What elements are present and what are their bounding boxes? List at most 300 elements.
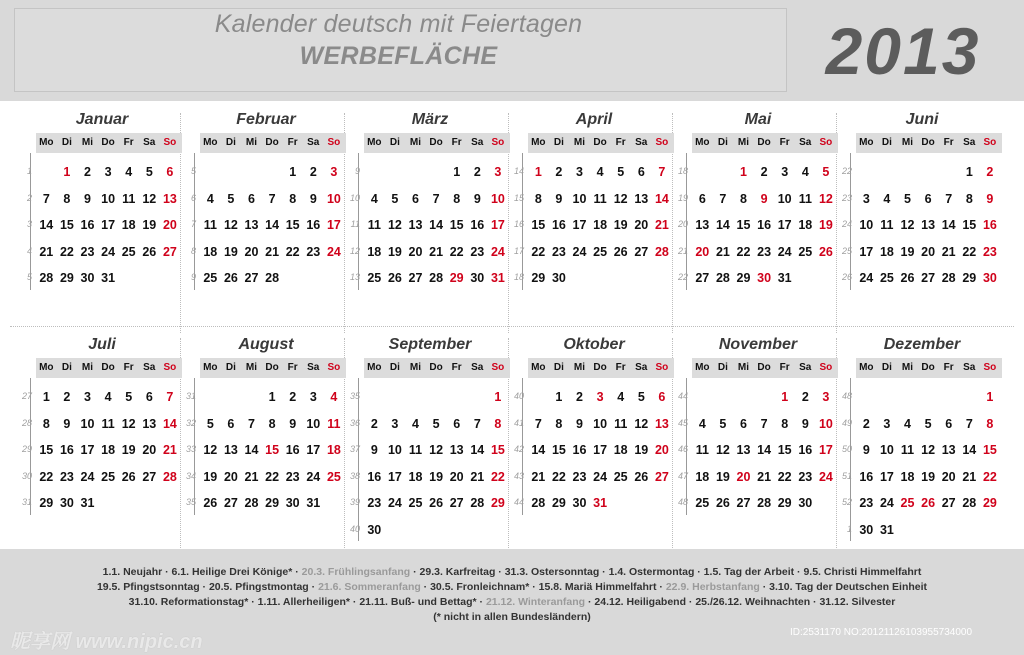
weekday-label: Mo: [367, 362, 382, 373]
month-9: [514, 326, 674, 551]
weekday-label: Di: [225, 137, 236, 148]
day-cell: 18: [203, 244, 218, 259]
day-cell: 22: [449, 244, 464, 259]
day-cell: 8: [555, 416, 563, 431]
day-cell: 24: [818, 469, 833, 484]
day-cell: 18: [101, 443, 116, 457]
day-cell: 24: [387, 496, 402, 510]
day-cell: 9: [555, 191, 563, 206]
holiday-legend: [0, 549, 1024, 655]
day-cell: 30: [367, 522, 382, 537]
day-cell: 30: [859, 522, 874, 537]
day-cell: 20: [142, 443, 157, 457]
day-cell: 18: [326, 443, 341, 457]
weekday-label: Sa: [143, 362, 156, 373]
month-11: [842, 326, 1002, 551]
day-cell: 3: [391, 416, 399, 431]
weekday-header: [364, 133, 510, 153]
day-cell: 3: [104, 165, 112, 179]
day-cell: 16: [306, 218, 321, 232]
day-cell: 9: [986, 191, 994, 206]
day-cell: 3: [330, 165, 338, 179]
day-cell: 20: [449, 469, 464, 484]
week-number: 43: [514, 470, 525, 481]
weekday-label: Mi: [81, 362, 94, 373]
holiday-line-2: [0, 581, 1024, 593]
day-cell: 7: [166, 390, 174, 404]
day-cell: 24: [879, 496, 894, 510]
day-cell: 23: [285, 469, 300, 484]
week-number: 28: [22, 417, 33, 428]
weekday-label: Fr: [615, 362, 626, 373]
weekday-label: Do: [593, 137, 607, 148]
weekday-label: Fr: [123, 362, 134, 373]
day-cell: 2: [309, 165, 317, 179]
day-cell: 23: [757, 244, 772, 259]
day-cell: 16: [80, 218, 95, 232]
day-cell: 7: [42, 191, 50, 206]
day-cell: 15: [551, 443, 566, 457]
weekday-header: [856, 133, 1002, 153]
day-cell: 17: [306, 443, 321, 457]
day-cell: 8: [494, 416, 502, 431]
weekday-label: Fr: [451, 362, 462, 373]
day-cell: 15: [59, 218, 74, 232]
month-2: [350, 101, 510, 326]
week-number: 22: [842, 166, 853, 176]
day-cell: 7: [719, 191, 727, 206]
day-cell: 13: [223, 443, 238, 457]
day-cell: 10: [326, 191, 341, 206]
weekday-label: Do: [921, 137, 935, 148]
day-cell: 5: [125, 390, 133, 404]
weekday-label: So: [983, 362, 997, 373]
day-cell: 10: [387, 443, 402, 457]
day-cell: 19: [429, 469, 444, 484]
day-cell: 2: [63, 390, 71, 404]
week-number: 10: [350, 192, 361, 203]
weekday-label: So: [983, 137, 997, 148]
day-cell: 10: [80, 416, 95, 431]
day-cell: 16: [757, 218, 772, 232]
weekday-label: Do: [921, 362, 935, 373]
day-cell: 16: [285, 443, 300, 457]
day-cell: 4: [125, 165, 133, 179]
day-cell: 10: [572, 191, 587, 206]
day-cell: 4: [617, 390, 625, 404]
weekday-label: Do: [757, 137, 771, 148]
day-cell: 10: [101, 191, 116, 206]
day-cell: 22: [285, 244, 300, 259]
day-cell: 24: [80, 469, 95, 484]
day-cell: 20: [736, 469, 751, 484]
week-number: 29: [22, 444, 33, 454]
week-number: 2: [26, 192, 32, 203]
day-cell: 14: [470, 443, 485, 457]
week-number: 35: [350, 391, 361, 401]
day-cell: 6: [637, 165, 645, 179]
weekday-header: [36, 133, 182, 153]
day-cell: 15: [449, 218, 464, 232]
day-cell: 17: [326, 218, 341, 232]
day-cell: 25: [203, 271, 218, 285]
day-cell: 2: [370, 416, 378, 431]
day-cell: 18: [879, 244, 894, 259]
weekday-label: Fr: [943, 137, 954, 148]
weekday-label: Mi: [737, 137, 750, 148]
day-cell: 2: [801, 390, 809, 404]
day-cell: 26: [203, 496, 218, 510]
day-cell: 31: [306, 496, 321, 510]
weekday-label: Do: [429, 362, 443, 373]
day-cell: 7: [945, 191, 953, 206]
day-cell: 1: [781, 390, 789, 404]
weekday-header: [692, 358, 838, 378]
day-cell: 20: [634, 218, 649, 232]
day-cell: 29: [265, 496, 280, 510]
week-number: 45: [678, 417, 689, 428]
day-cell: 1: [534, 165, 542, 179]
day-cell: 12: [387, 218, 402, 232]
day-cell: 6: [453, 416, 461, 431]
day-cell: 28: [757, 496, 772, 510]
day-cell: 30: [285, 496, 300, 510]
day-cell: 9: [289, 416, 297, 431]
weekday-label: Sa: [143, 137, 156, 148]
day-cell: 31: [101, 271, 116, 285]
day-cell: 30: [982, 271, 997, 285]
day-cell: 28: [470, 496, 485, 510]
day-cell: 14: [715, 218, 730, 232]
day-cell: 17: [101, 218, 116, 232]
day-cell: 13: [408, 218, 423, 232]
day-cell: 22: [39, 469, 54, 484]
day-cell: 21: [715, 244, 730, 259]
day-cell: 14: [429, 218, 444, 232]
day-cell: 26: [715, 496, 730, 510]
day-cell: 16: [470, 218, 485, 232]
day-cell: 21: [654, 218, 669, 232]
day-cell: 23: [59, 469, 74, 484]
day-cell: 8: [781, 416, 789, 431]
day-cell: 24: [593, 469, 608, 484]
day-cell: 15: [285, 218, 300, 232]
day-cell: 3: [494, 165, 502, 179]
day-cell: 15: [982, 443, 997, 457]
holiday-line-3: [0, 596, 1024, 608]
day-cell: 8: [268, 416, 276, 431]
weekday-label: Mi: [737, 362, 750, 373]
day-cell: 11: [408, 443, 423, 457]
day-cell: 6: [924, 191, 932, 206]
day-cell: 5: [822, 165, 830, 179]
weekday-label: Di: [717, 137, 728, 148]
weekday-label: So: [655, 137, 669, 148]
day-cell: 1: [986, 390, 994, 404]
day-cell: 26: [613, 244, 628, 259]
weekday-label: Fr: [287, 137, 298, 148]
week-number: 40: [350, 523, 361, 534]
day-cell: 5: [637, 390, 645, 404]
weekday-header: [692, 133, 838, 153]
week-number: 5: [26, 272, 32, 282]
day-cell: 14: [162, 416, 177, 431]
day-cell: 28: [962, 496, 977, 510]
weekday-label: Mo: [859, 362, 874, 373]
day-cell: 29: [449, 271, 464, 285]
day-cell: 1: [268, 390, 276, 404]
weekday-label: Sa: [963, 137, 976, 148]
day-cell: 25: [367, 271, 382, 285]
day-cell: 19: [613, 218, 628, 232]
weekday-label: Mi: [901, 137, 914, 148]
holiday-text: · 29.3. Karfreitag · 31.3. Ostersonntag · 1.4. Ostermontag · 1.5. Tag der Arbeit · 9.5. Christi Himmelfahrt: [410, 566, 922, 578]
weekday-label: Do: [429, 137, 443, 148]
day-cell: 27: [408, 271, 423, 285]
day-cell: 31: [80, 496, 95, 510]
day-cell: 10: [490, 191, 505, 206]
footnote: (* nicht in allen Bundesländern): [433, 611, 591, 623]
week-number: 25: [842, 245, 853, 256]
day-cell: 4: [412, 416, 419, 431]
weekday-header: [364, 358, 510, 378]
day-cell: 10: [879, 443, 894, 457]
day-cell: 24: [306, 469, 321, 484]
day-cell: 21: [39, 244, 54, 259]
week-number: 22: [678, 272, 689, 282]
weekday-label: Sa: [635, 362, 648, 373]
day-cell: 14: [757, 443, 772, 457]
day-cell: 13: [142, 416, 157, 431]
weekday-label: So: [819, 137, 833, 148]
weekday-label: Di: [717, 362, 728, 373]
day-cell: 25: [900, 496, 915, 510]
day-cell: 9: [309, 191, 317, 206]
day-cell: 31: [879, 522, 894, 537]
day-cell: 4: [801, 165, 809, 179]
weekday-label: Di: [389, 137, 400, 148]
week-number: 32: [186, 417, 197, 428]
day-cell: 17: [593, 443, 608, 457]
weekday-header: [200, 358, 346, 378]
day-cell: 21: [429, 244, 444, 259]
day-cell: 24: [326, 244, 341, 259]
weekday-label: Mo: [367, 137, 382, 148]
month-8: [350, 326, 510, 551]
day-cell: 11: [367, 218, 381, 232]
day-cell: 26: [142, 244, 157, 259]
week-number: 31: [22, 497, 33, 507]
header: [0, 0, 1024, 101]
day-cell: 23: [80, 244, 95, 259]
day-cell: 4: [698, 416, 706, 431]
day-cell: 1: [555, 390, 563, 404]
week-number: 52: [842, 497, 853, 507]
day-cell: 3: [883, 416, 891, 431]
day-cell: 13: [921, 218, 936, 232]
day-cell: 20: [408, 244, 423, 259]
day-cell: 23: [367, 496, 382, 510]
month-name: Februar: [236, 111, 296, 128]
day-cell: 10: [593, 416, 608, 431]
weekday-label: So: [163, 137, 177, 148]
day-cell: 17: [818, 443, 833, 457]
day-cell: 13: [736, 443, 751, 457]
week-number-divider: [358, 378, 359, 541]
week-number: 47: [678, 470, 689, 481]
day-cell: 5: [145, 165, 153, 179]
day-cell: 11: [122, 191, 136, 206]
week-number: 44: [678, 391, 689, 401]
week-number: 5: [190, 166, 196, 176]
day-cell: 6: [145, 390, 153, 404]
day-cell: 14: [941, 218, 956, 232]
week-number: 1: [846, 523, 852, 534]
day-cell: 19: [142, 218, 157, 232]
day-cell: 20: [921, 244, 936, 259]
day-cell: 16: [59, 443, 74, 457]
week-number: 33: [186, 444, 197, 454]
day-cell: 24: [101, 244, 116, 259]
day-cell: 20: [695, 244, 710, 259]
day-cell: 11: [614, 416, 628, 431]
day-cell: 9: [84, 191, 91, 206]
day-cell: 8: [740, 191, 747, 206]
day-cell: 13: [634, 191, 649, 206]
day-cell: 20: [244, 244, 259, 259]
day-cell: 3: [862, 191, 870, 206]
week-number: 8: [190, 245, 196, 256]
month-4: [678, 101, 838, 326]
day-cell: 30: [59, 496, 74, 510]
day-cell: 1: [63, 165, 71, 179]
day-cell: 13: [941, 443, 956, 457]
day-cell: 9: [760, 191, 768, 206]
weekday-header: [856, 358, 1002, 378]
month-name: Dezember: [883, 336, 961, 353]
weekday-label: Di: [553, 362, 564, 373]
week-number: 18: [678, 166, 689, 176]
season-start-text: 20.3. Frühlingsanfang: [301, 566, 411, 578]
day-cell: 12: [203, 443, 218, 457]
day-cell: 19: [223, 244, 238, 259]
week-number: 23: [842, 192, 853, 203]
weekday-label: Mi: [573, 362, 586, 373]
month-5: [842, 101, 1002, 326]
day-cell: 17: [572, 218, 587, 232]
weekday-header: [36, 358, 182, 378]
day-cell: 30: [551, 271, 566, 285]
weekday-header: [528, 133, 674, 153]
day-cell: 3: [822, 390, 830, 404]
weekday-label: Fr: [943, 362, 954, 373]
day-cell: 6: [412, 191, 419, 206]
day-cell: 10: [859, 218, 874, 232]
day-cell: 19: [634, 443, 649, 457]
day-cell: 9: [63, 416, 71, 431]
day-cell: 20: [941, 469, 956, 484]
week-number: 4: [26, 245, 32, 256]
day-cell: 28: [654, 244, 669, 259]
day-cell: 11: [798, 191, 812, 206]
weekday-label: So: [327, 362, 341, 373]
day-cell: 1: [453, 165, 461, 179]
weekday-label: Sa: [471, 137, 484, 148]
month-7: [186, 326, 346, 551]
weekday-label: Mi: [245, 362, 258, 373]
week-number: 39: [350, 497, 361, 507]
day-cell: 7: [268, 191, 276, 206]
day-cell: 24: [572, 244, 587, 259]
day-cell: 11: [101, 416, 115, 431]
day-cell: 15: [962, 218, 977, 232]
weekday-label: Di: [61, 362, 72, 373]
day-cell: 12: [142, 191, 157, 206]
month-name: Juni: [905, 111, 939, 128]
season-start-text: 21.6. Sommeranfang: [318, 581, 421, 593]
day-cell: 23: [306, 244, 321, 259]
day-cell: 25: [408, 496, 423, 510]
holiday-text: 1.1. Neujahr · 6.1. Heilige Drei Könige* ·: [102, 566, 302, 578]
day-cell: 26: [921, 496, 936, 510]
day-cell: 7: [965, 416, 973, 431]
day-cell: 26: [634, 469, 649, 484]
weekday-label: Mi: [409, 137, 422, 148]
day-cell: 8: [534, 191, 542, 206]
day-cell: 4: [904, 416, 911, 431]
week-number: 24: [842, 219, 853, 229]
calendar-title: Kalender deutsch mit Feiertagen: [214, 10, 583, 38]
day-cell: 7: [658, 165, 666, 179]
day-cell: 1: [740, 165, 747, 179]
holiday-text: · 30.5. Fronleichnam* · 15.8. Mariä Himmelfahrt ·: [420, 581, 666, 593]
month-name: Juli: [88, 336, 116, 353]
week-number: 16: [514, 219, 525, 229]
season-start-text: 22.9. Herbstanfang: [665, 581, 760, 593]
day-cell: 6: [227, 416, 235, 431]
day-cell: 29: [982, 496, 997, 510]
day-cell: 3: [84, 390, 91, 404]
day-cell: 6: [698, 191, 706, 206]
day-cell: 25: [798, 244, 813, 259]
day-cell: 1: [289, 165, 297, 179]
weekday-label: Di: [225, 362, 236, 373]
day-cell: 23: [982, 244, 997, 259]
day-cell: 10: [306, 416, 321, 431]
day-cell: 18: [798, 218, 813, 232]
day-cell: 25: [879, 271, 894, 285]
day-cell: 24: [777, 244, 792, 259]
weekday-label: Sa: [799, 137, 812, 148]
day-cell: 26: [429, 496, 444, 510]
day-cell: 28: [531, 496, 546, 510]
day-cell: 27: [449, 496, 464, 510]
day-cell: 15: [39, 443, 54, 457]
day-cell: 29: [777, 496, 792, 510]
week-number: 18: [514, 272, 525, 282]
weekday-label: Di: [553, 137, 564, 148]
day-cell: 27: [921, 271, 936, 285]
day-cell: 2: [555, 165, 563, 179]
calendar-grid: [0, 101, 1024, 549]
day-cell: 2: [473, 165, 481, 179]
day-cell: 5: [206, 416, 214, 431]
day-cell: 29: [736, 271, 751, 285]
day-cell: 12: [715, 443, 730, 457]
day-cell: 12: [900, 218, 915, 232]
weekday-header: [200, 133, 346, 153]
week-number: 31: [186, 391, 197, 401]
